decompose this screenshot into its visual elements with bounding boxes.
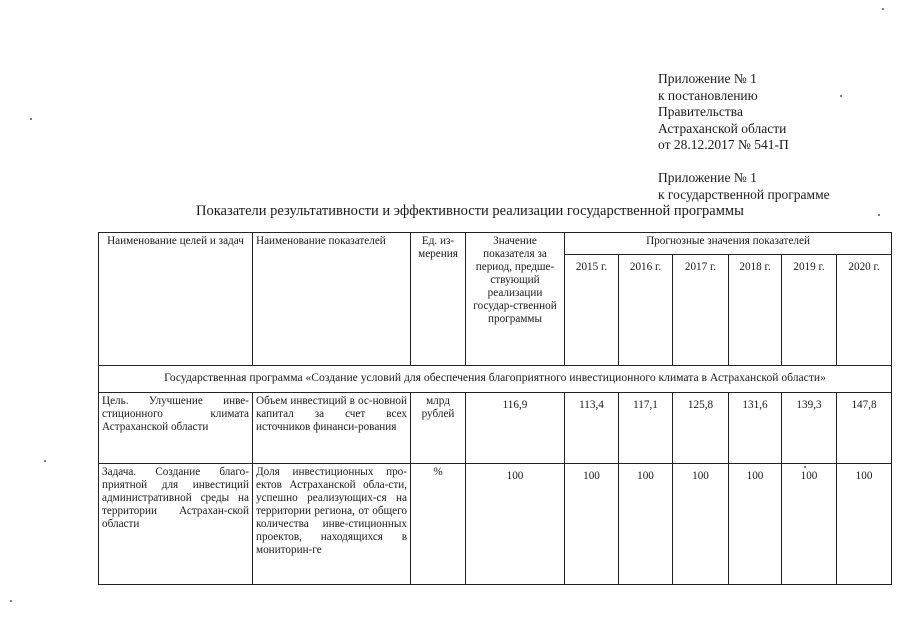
header-year: 2016 г. bbox=[619, 255, 673, 366]
value-cell: 100 bbox=[729, 464, 782, 585]
program-row: Государственная программа «Создание условий для обеспечения благоприятного инвестиционного климата в Астраханской области» bbox=[99, 366, 892, 393]
header-year: 2015 г. bbox=[565, 255, 619, 366]
appendix-line: к постановлению bbox=[658, 87, 758, 103]
scan-speck bbox=[840, 95, 842, 97]
value-cell: 100 bbox=[619, 464, 673, 585]
appendix-line: Астраханской области bbox=[658, 120, 787, 136]
scan-speck bbox=[878, 214, 880, 216]
header-year: 2017 г. bbox=[673, 255, 729, 366]
table-row bbox=[99, 393, 892, 464]
unit-cell: % bbox=[411, 464, 466, 585]
value-cell: 147,8 bbox=[837, 393, 892, 464]
goal-cell: Цель. Улучшение инве-стиционного климата Астраханской области bbox=[99, 393, 253, 464]
appendix-line: от 28.12.2017 № 541-П bbox=[658, 137, 789, 153]
scan-speck bbox=[882, 8, 884, 10]
value-cell: 100 bbox=[673, 464, 729, 585]
value-cell: 125,8 bbox=[673, 393, 729, 464]
appendix-block-resolution bbox=[658, 71, 789, 154]
header-year: 2020 г. bbox=[837, 255, 892, 366]
header-goals: Наименование целей и задач bbox=[99, 233, 253, 366]
document-title: Показатели результативности и эффективности реализации государственной программы bbox=[196, 203, 744, 219]
appendix-line: Приложение № 1 bbox=[658, 71, 757, 86]
value-cell: 131,6 bbox=[729, 393, 782, 464]
indicator-cell: Объем инвестиций в ос-новной капитал за счет всех источников финанси-рования bbox=[253, 393, 411, 464]
header-year: 2019 г. bbox=[782, 255, 837, 366]
value-cell: 113,4 bbox=[565, 393, 619, 464]
base-value-cell: 116,9 bbox=[466, 393, 565, 464]
base-value-cell: 100 bbox=[466, 464, 565, 585]
indicators-table bbox=[98, 232, 892, 585]
goal-cell: Задача. Создание благо-приятной для инвестиций административной среды на территории Астрахан-ской области bbox=[99, 464, 253, 585]
scan-speck bbox=[804, 466, 806, 468]
appendix-line: Приложение № 1 bbox=[658, 170, 757, 185]
header-base-value: Значение показателя за период, предше-ствующий реализации государ-ственной программы bbox=[466, 233, 565, 366]
scan-speck bbox=[10, 600, 12, 602]
value-cell: 100 bbox=[782, 464, 837, 585]
scan-speck bbox=[30, 118, 32, 120]
appendix-line: Правительства bbox=[658, 104, 743, 120]
appendix-line: к государственной программе bbox=[658, 186, 830, 202]
appendix-block-program bbox=[658, 170, 830, 203]
header-unit: Ед. из-мерения bbox=[411, 233, 466, 366]
table-row bbox=[99, 464, 892, 585]
indicator-cell: Доля инвестиционных про-ектов Астраханской обла-сти, успешно реализующих-ся на территории региона, от общего количества инве-стиционных проектов, находящихся в мониторин-ге bbox=[253, 464, 411, 585]
unit-cell: млрд рублей bbox=[411, 393, 466, 464]
header-indicators: Наименование показателей bbox=[253, 233, 411, 366]
header-forecast: Прогнозные значения показателей bbox=[565, 233, 892, 255]
value-cell: 100 bbox=[837, 464, 892, 585]
value-cell: 100 bbox=[565, 464, 619, 585]
value-cell: 139,3 bbox=[782, 393, 837, 464]
value-cell: 117,1 bbox=[619, 393, 673, 464]
scan-speck bbox=[44, 460, 46, 462]
header-year: 2018 г. bbox=[729, 255, 782, 366]
